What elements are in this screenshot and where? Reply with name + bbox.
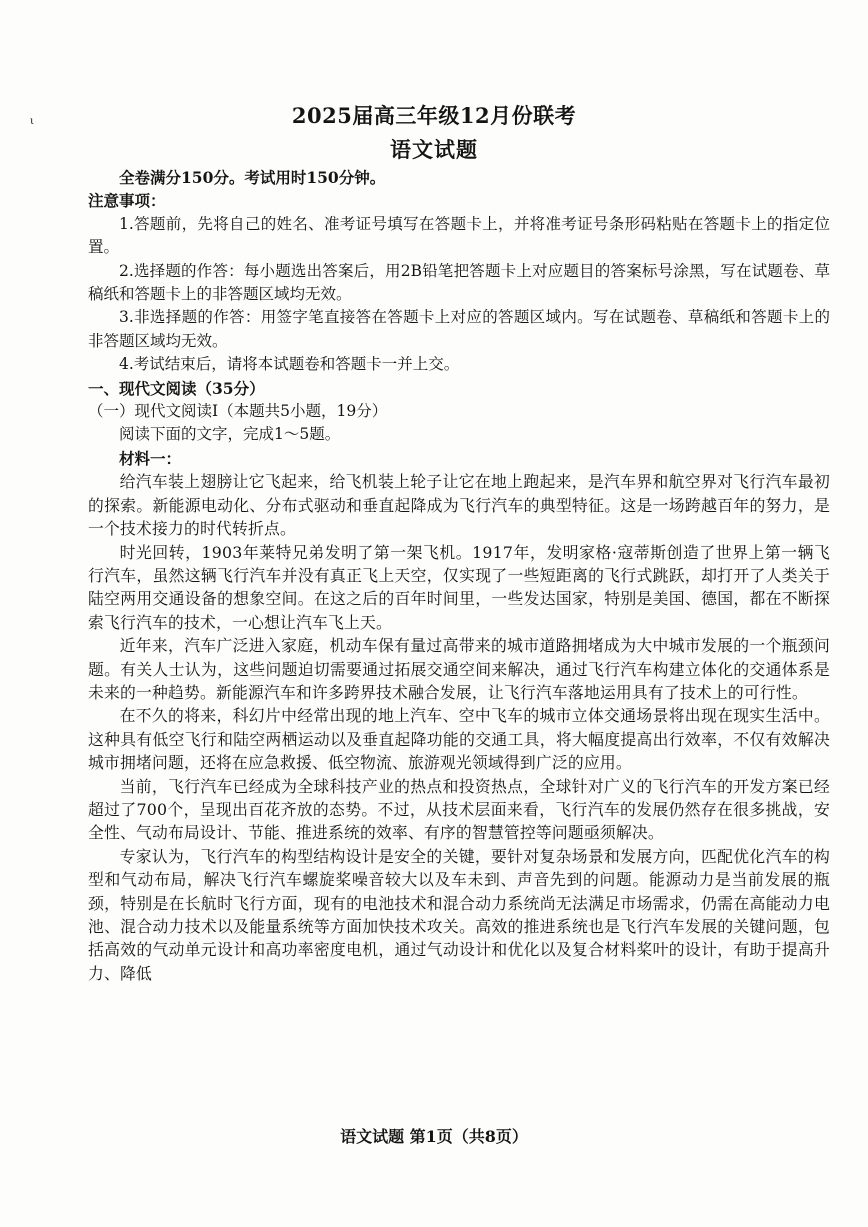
passage-paragraph: 专家认为，飞行汽车的构型结构设计是安全的关键，要针对复杂场景和发展方向，匹配优化汽车的构型和气动布局，解决飞行汽车螺旋桨噪音较大以及车未到、声音先到的问题。能源动力是当前发展的瓶颈，特别是在长航时飞行方面，现有的电池技术和混合动力系统尚无法满足市场需求，仍需在高能动力电池、混合动力技术以及能量系统等方面加快技术攻关。高效的推进系统也是飞行汽车发展的关键问题，包括高效的气动单元设计和高功率密度电机，通过气动设计和优化以及复合材料桨叶的设计，有助于提高升力、降低 xyxy=(88,846,830,983)
reading-instruction: 阅读下面的文字，完成1～5题。 xyxy=(119,425,341,444)
margin-mark: ι xyxy=(30,116,34,127)
note-item: 2.选择题的作答：每小题选出答案后，用2B铅笔把答题卡上对应题目的答案标号涂黑，写在试题卷、草稿纸和答题卡上的非答题区域均无效。 xyxy=(88,261,830,304)
note-item: 3.非选择题的作答：用签字笔直接答在答题卡上对应的答题区域内。写在试题卷、草稿纸和答题卡上的非答题区域均无效。 xyxy=(88,308,830,350)
passage-paragraph: 给汽车装上翅膀让它飞起来，给飞机装上轮子让它在地上跑起来，是汽车界和航空界对飞行汽车最初的探索。新能源电动化、分布式驱动和垂直起降成为飞行汽车的典型特征。这是一场跨越百年的努力，是一个技术接力的时代转折点。 xyxy=(88,472,830,539)
exam-title: 2025届高三年级12月份联考 xyxy=(291,103,577,128)
reading-passage xyxy=(88,470,830,985)
page-content xyxy=(88,166,830,985)
passage-paragraph: 在不久的将来，科幻片中经常出现的地上汽车、空中飞车的城市立体交通场景将出现在现实生活中。这种具有低空飞行和陆空两栖运动以及垂直起降功能的交通工具，将大幅度提高出行效率，不仅有效解决城市拥堵问题，还将在应急救援、低空物流、旅游观光领域得到广泛的应用。 xyxy=(88,706,830,773)
passage-paragraph: 当前，飞行汽车已经成为全球科技产业的热点和投资热点，全球针对广义的飞行汽车的开发方案已经超过了700个，呈现出百花齐放的态势。不过，从技术层面来看，飞行汽车的发展仍然存在很多挑战，安全性、气动布局设计、节能、推进系统的效率、有序的智慧管控等问题亟须解决。 xyxy=(88,776,830,843)
page-footer: 语文试题 第1页（共8页） xyxy=(340,1127,528,1146)
material-label: 材料一： xyxy=(119,448,182,468)
note-item: 4.考试结束后，请将本试题卷和答题卡一并上交。 xyxy=(119,355,460,374)
section-heading: 一、现代文阅读（35分） xyxy=(88,378,265,398)
notes-heading: 注意事项： xyxy=(88,191,166,211)
note-item: 1.答题前，先将自己的姓名、准考证号填写在答题卡上，并将准考证号条形码粘贴在答题卡上的指定位置。 xyxy=(88,214,830,257)
passage-paragraph: 时光回转，1903年莱特兄弟发明了第一架飞机。1917年，发明家格·寇蒂斯创造了世界上第一辆飞行汽车，虽然这辆飞行汽车并没有真正飞上天空，仅实现了一些短距离的飞行式跳跃，却打开了人类关于陆空两用交通设备的想象空间。在这之后的百年时间里，一些发达国家，特别是美国、德国，都在不断探索飞行汽车的技术，一心想让汽车飞上天。 xyxy=(88,542,830,632)
passage-paragraph: 近年来，汽车广泛进入家庭，机动车保有量过高带来的城市道路拥堵成为大中城市发展的一个瓶颈问题。有关人士认为，这些问题迫切需要通过拓展交通空间来解决，通过飞行汽车构建立体化的交通体系是未来的一种趋势。新能源汽车和许多跨界技术融合发展，让飞行汽车落地运用具有了技术上的可行性。 xyxy=(88,636,830,702)
exam-subtitle: 语文试题 xyxy=(390,137,478,162)
score-line: 全卷满分150分。考试用时150分钟。 xyxy=(119,168,386,187)
section-subheading: （一）现代文阅读Ⅰ（本题共5小题，19分） xyxy=(88,402,388,421)
